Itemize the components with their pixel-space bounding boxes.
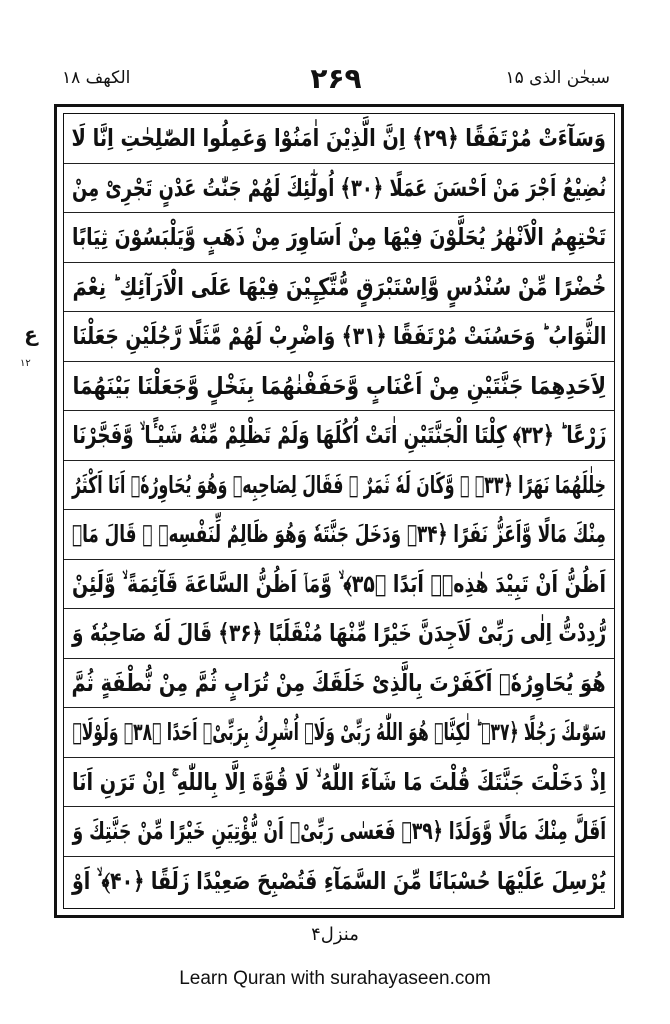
text-frame	[54, 104, 624, 918]
text-line: الثَّوَابُ ؕ وَحَسُنَتْ مُرْتَفَقًا ﴿۳۱﴾ وَاضْرِبْ لَهُمْ مَّثَلًا رَّجُلَیْنِ جَعَلْنَا	[64, 312, 614, 362]
text-line: هُوَ یُحَاوِرُهٗۤ اَكَفَرْتَ بِالَّذِیْ خَلَقَكَ مِنْ تُرَابٍ ثُمَّ مِنْ نُّطْفَةٍ ثُمَّ	[64, 659, 614, 709]
text-line: نُضِیْعُ اَجْرَ مَنْ اَحْسَنَ عَمَلًا ﴿۳۰﴾ اُولٰٓئِكَ لَهُمْ جَنّٰتُ عَدْنٍ تَجْرِیْ مِنْ	[64, 164, 614, 214]
text-line: تَحْتِهِمُ الْاَنْهٰرُ یُحَلَّوْنَ فِیْهَا مِنْ اَسَاوِرَ مِنْ ذَهَبٍ وَّیَلْبَسُوْنَ ثِیَابًا	[64, 213, 614, 263]
ruku-mark: ع	[24, 322, 38, 346]
text-line: یُرْسِلَ عَلَیْهَا حُسْبَانًا مِّنَ السَّمَآءِ فَتُصْبِحَ صَعِیْدًا زَلَقًا ﴿۴۰﴾ ۙ اَوْ	[71, 867, 607, 896]
text-body	[63, 113, 615, 909]
footer-credit: Learn Quran with surahayaseen.com	[179, 968, 491, 989]
text-line: لِاَحَدِهِمَا جَنَّتَیْنِ مِنْ اَعْنَابٍ وَّحَفَفْنٰهُمَا بِنَخْلٍ وَّجَعَلْنَا بَیْنَهُمَا	[64, 362, 614, 412]
text-line: خِلٰلَهُمَا نَهَرًا ﴿۳۳﴾ ۙ وَّكَانَ لَهٗ ثَمَرٌ ۚ فَقَالَ لِصَاحِبِهٖ وَهُوَ یُحَاوِرُهٗۤ اَنَا اَكْثَرُ	[64, 461, 614, 511]
text-line: سَوّٰىكَ رَجُلًا ﴿۳۷﴾ ؕ لٰكِنَّا۠ هُوَ اللّٰهُ رَبِّیْ وَلَاۤ اُشْرِكُ بِرَبِّیْۤ اَحَدًا ﴿۳۸﴾ وَلَوْلَاۤ	[64, 708, 614, 758]
text-line: مِنْكَ مَالًا وَّاَعَزُّ نَفَرًا ﴿۳۴﴾ وَدَخَلَ جَنَّتَهٗ وَهُوَ ظَالِمٌ لِّنَفْسِهٖ ۚ قَالَ مَاۤ	[64, 510, 614, 560]
text-line: خُضْرًا مِّنْ سُنْدُسٍ وَّاِسْتَبْرَقٍ مُّتَّكِـِٕیْنَ فِیْهَا عَلَى الْاَرَآئِكِ ؕ نِعْمَ	[64, 263, 614, 313]
ruku-number: ۱۲	[20, 358, 31, 369]
text-line: رُّدِدْتُّ اِلٰى رَبِّیْ لَاَجِدَنَّ خَیْرًا مِّنْهَا مُنْقَلَبًا ﴿۳۶﴾ قَالَ لَهٗ صَاحِبُهٗ وَ	[64, 609, 614, 659]
manzil-label: منزل۴	[311, 924, 359, 945]
text-line: اَظُنُّ اَنْ تَبِیْدَ هٰذِهٖۤ اَبَدًا ﴿۳۵﴾ ۙ وَّمَاۤ اَظُنُّ السَّاعَةَ قَآئِمَةً ۙ وَّلَئِنْ	[64, 560, 614, 610]
surah-label: الکھف ۱۸	[62, 68, 131, 88]
text-line: اِذْ دَخَلْتَ جَنَّتَكَ قُلْتَ مَا شَآءَ اللّٰهُ ۙ لَا قُوَّةَ اِلَّا بِاللّٰهِ ۚ اِنْ تَرَنِ اَنَا	[64, 758, 614, 808]
text-line: زَرْعًا ؕ ﴿۳۲﴾ كِلْتَا الْجَنَّتَیْنِ اٰتَتْ اُكُلَهَا وَلَمْ تَظْلِمْ مِّنْهُ شَیْـًٔا ۙ وَّفَجَّرْنَا	[64, 411, 614, 461]
text-line: اَقَلَّ مِنْكَ مَالًا وَّوَلَدًا ﴿۳۹﴾ فَعَسٰى رَبِّیْۤ اَنْ یُّؤْتِیَنِ خَیْرًا مِّنْ جَنَّتِكَ وَ	[64, 807, 614, 857]
text-line: وَسَآءَتْ مُرْتَفَقًا ﴿۲۹﴾ اِنَّ الَّذِیْنَ اٰمَنُوْا وَعَمِلُوا الصّٰلِحٰتِ اِنَّا لَا	[64, 114, 614, 164]
page-header	[62, 62, 610, 96]
juz-label: سبحٰن الذی ۱۵	[505, 68, 610, 88]
page-number: ۲۶۹	[310, 62, 362, 95]
